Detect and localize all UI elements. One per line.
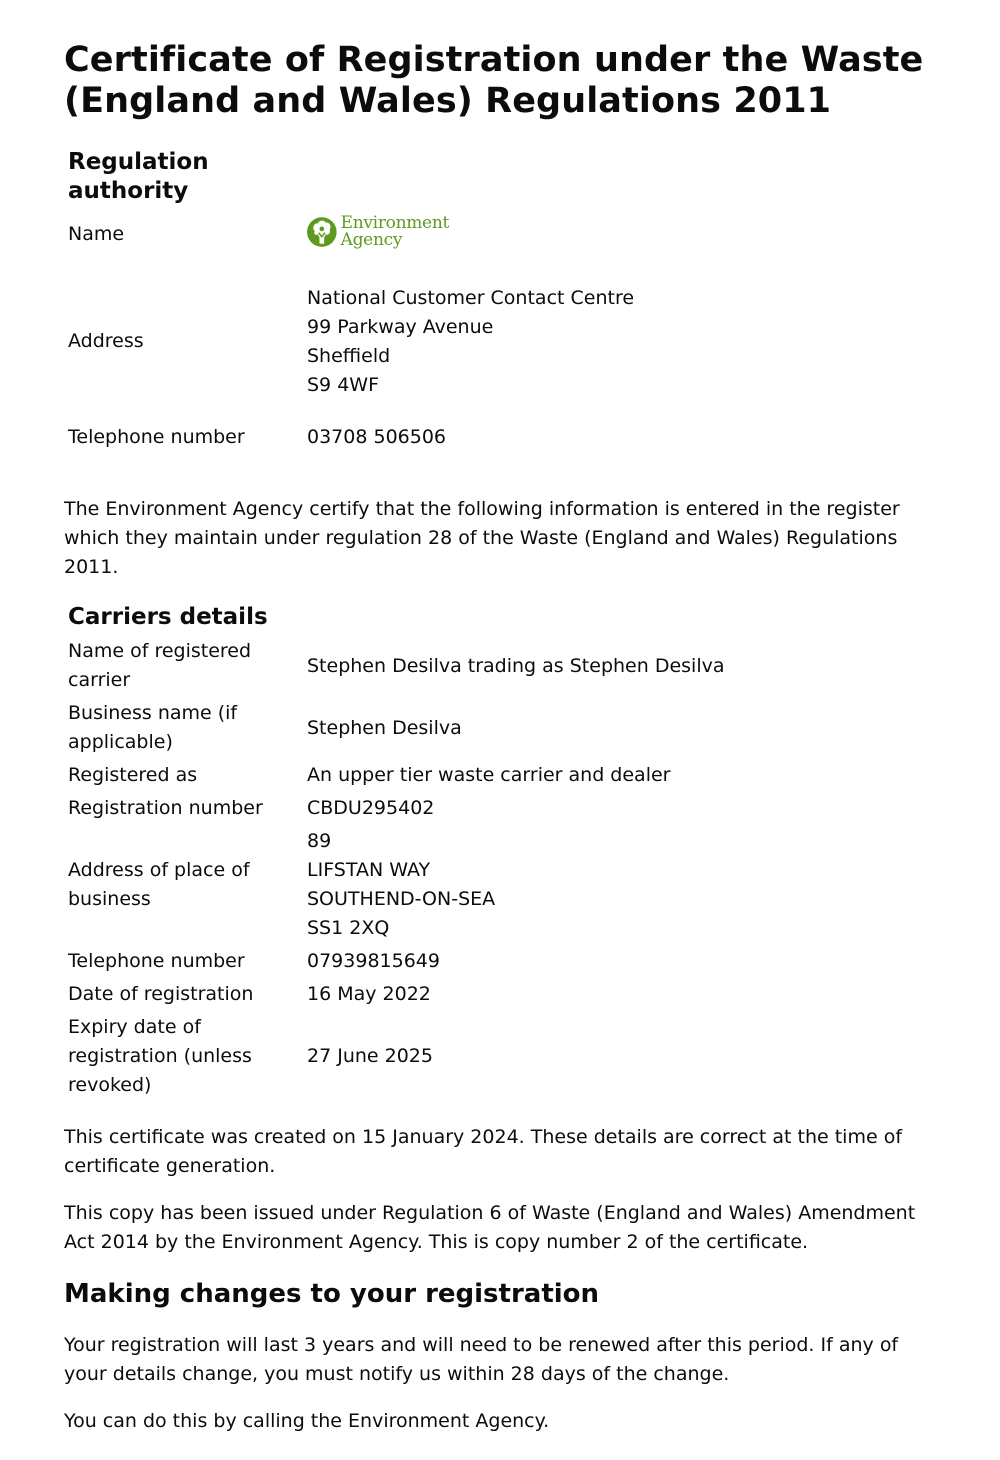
carriers-details-heading: Carriers details (68, 604, 268, 630)
address-line: 89 (307, 830, 332, 852)
contact-paragraph: You can do this by calling the Environment Agency. (64, 1410, 550, 1432)
authority-telephone: 03708 506506 (307, 426, 447, 448)
business-name-label: Business name (if applicable) (68, 702, 238, 753)
created-paragraph: This certificate was created on 15 January 2024. These details are correct at the time of certificate generation. (64, 1126, 903, 1177)
expiry-date-label: Expiry date of registration (unless revoked) (68, 1016, 252, 1096)
renewal-paragraph: Your registration will last 3 years and will need to be renewed after this period. If any of your details change, you must notify us within 28 days of the change. (64, 1334, 899, 1385)
carrier-telephone-value: 07939815649 (307, 950, 440, 972)
copy-paragraph: This copy has been issued under Regulation 6 of Waste (England and Wales) Amendment Act 2014 by the Environment Agency. This is copy number 2 of the certificate. (64, 1202, 916, 1253)
address-line: SS1 2XQ (307, 917, 390, 939)
regulation-authority-heading: Regulation authority (68, 149, 209, 204)
address-line: Sheffield (307, 345, 391, 367)
registered-as-label: Registered as (68, 764, 198, 786)
carrier-telephone-label: Telephone number (68, 950, 245, 972)
address-line: National Customer Contact Centre (307, 287, 635, 309)
registration-date-label: Date of registration (68, 983, 254, 1005)
logo-text-line1: Environment (340, 213, 449, 233)
authority-name-label: Name (68, 223, 125, 245)
making-changes-heading: Making changes to your registration (64, 1279, 600, 1309)
business-name-value: Stephen Desilva (307, 717, 462, 739)
registration-number-label: Registration number (68, 797, 263, 819)
authority-telephone-label: Telephone number (68, 426, 245, 448)
environment-agency-tree-logo-icon (307, 211, 337, 253)
logo-text-line2: Agency (340, 230, 403, 250)
registration-number-value: CBDU295402 (307, 797, 435, 819)
environment-agency-logo (307, 209, 449, 255)
address-line: S9 4WF (307, 374, 379, 396)
registered-as-value: An upper tier waste carrier and dealer (307, 764, 671, 786)
page-title: Certificate of Registration under the Waste (England and Wales) Regulations 2011 (64, 40, 924, 121)
certify-paragraph: The Environment Agency certify that the following information is entered in the register which they maintain under regulation 28 of the Waste (England and Wales) Regulations 2011. (64, 498, 900, 578)
address-line: 99 Parkway Avenue (307, 316, 494, 338)
carrier-name-label: Name of registered carrier (68, 640, 252, 691)
address-line: SOUTHEND-ON-SEA (307, 888, 496, 910)
expiry-date-value: 27 June 2025 (307, 1045, 433, 1067)
registration-date-value: 16 May 2022 (307, 983, 431, 1005)
authority-address-label: Address (68, 330, 144, 352)
carrier-name-value: Stephen Desilva trading as Stephen Desilva (307, 655, 725, 677)
business-address-label: Address of place of business (68, 859, 250, 910)
authority-address (307, 284, 634, 400)
business-address-value (307, 827, 495, 943)
address-line: LIFSTAN WAY (307, 859, 431, 881)
